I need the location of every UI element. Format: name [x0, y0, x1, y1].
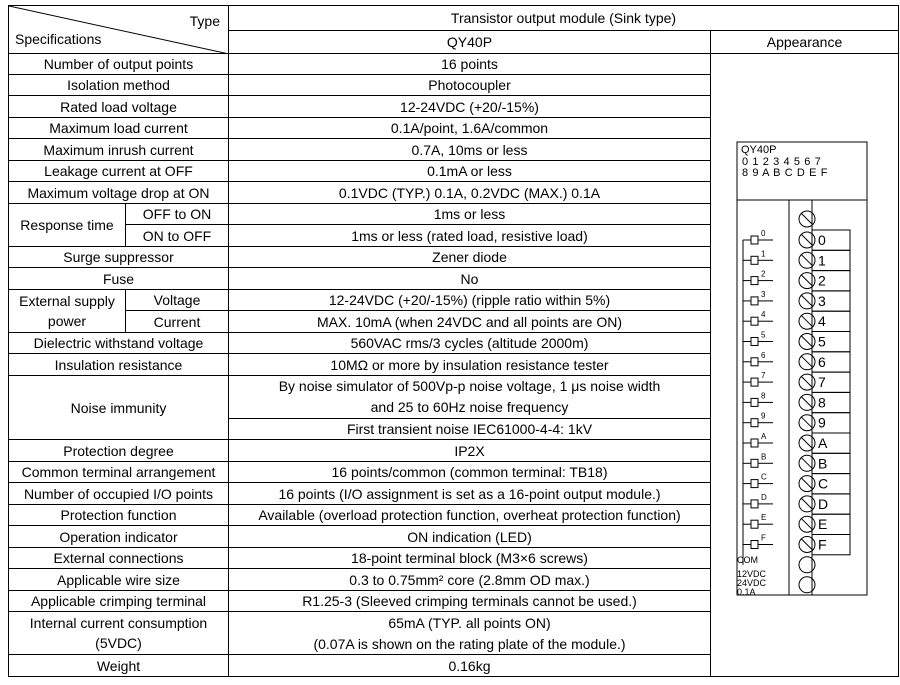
- row-label-occupied-io: Number of occupied I/O points: [9, 483, 229, 505]
- terminal-label: B: [818, 454, 828, 471]
- specifications-label: Specifications: [15, 31, 102, 47]
- row-value-ext-voltage: 12-24VDC (+20/-15%) (ripple ratio within 5%): [229, 290, 711, 311]
- row-sublabel-current: Current: [126, 311, 229, 333]
- row-value-rated-voltage: 12-24VDC (+20/-15%): [229, 96, 711, 118]
- row-value-surge: Zener diode: [229, 247, 711, 268]
- row-label-output-points: Number of output points: [9, 54, 229, 75]
- model-cell: QY40P: [229, 31, 711, 54]
- wiring-point-label: 2: [761, 269, 766, 279]
- row-value-inrush: 0.7A, 10ms or less: [229, 139, 711, 161]
- row-value-dielectric: 560VAC rms/3 cycles (altitude 2000m): [229, 333, 711, 354]
- wiring-point-label: 0: [761, 228, 766, 238]
- row-label-operation-indicator: Operation indicator: [9, 526, 229, 548]
- terminal-label: 4: [818, 312, 826, 329]
- load-symbol-icon: [751, 317, 758, 325]
- row-label-surge: Surge suppressor: [9, 247, 229, 268]
- row-value-insulation: 10MΩ or more by insulation resistance tester: [229, 354, 711, 376]
- row-label-weight: Weight: [9, 655, 229, 677]
- row-label-response: Response time: [9, 204, 126, 247]
- wiring-point-label: B: [761, 451, 767, 461]
- terminal-label: A: [818, 434, 828, 451]
- row-sublabel-off-on: OFF to ON: [126, 204, 229, 225]
- load-symbol-icon: [751, 499, 758, 507]
- row-value-crimping: R1.25-3 (Sleeved crimping terminals cannot be used.): [229, 591, 711, 612]
- load-symbol-icon: [751, 418, 758, 426]
- row-label-leakage: Leakage current at OFF: [9, 161, 229, 182]
- row-value-internal-current-2: (0.07A is shown on the rating plate of the module.): [229, 634, 711, 655]
- row-value-voltage-drop: 0.1VDC (TYP.) 0.1A, 0.2VDC (MAX.) 0.1A: [229, 182, 711, 204]
- wiring-point-label: 6: [761, 350, 766, 360]
- internal-current-label-2: (5VDC): [95, 635, 142, 651]
- row-value-protection-function: Available (overload protection function, overheat protection function): [229, 505, 711, 526]
- row-label-ext-supply: External supply power: [9, 290, 126, 333]
- row-value-occupied-io: 16 points (I/O assignment is set as a 16-point output module.): [229, 483, 711, 505]
- terminal-label: E: [818, 515, 828, 532]
- wiring-point-label: 7: [761, 370, 766, 380]
- terminal-label: 5: [818, 333, 826, 349]
- load-symbol-icon: [751, 459, 758, 467]
- terminal-label: C: [818, 475, 829, 492]
- row-value-protection-degree: IP2X: [229, 440, 711, 462]
- wiring-point-label: E: [761, 512, 767, 522]
- specification-table: [8, 5, 899, 677]
- terminal-label: D: [818, 495, 829, 512]
- row-value-off-on: 1ms or less: [229, 204, 711, 225]
- row-sublabel-on-off: ON to OFF: [126, 225, 229, 247]
- row-value-common-terminal: 16 points/common (common terminal: TB18): [229, 462, 711, 483]
- load-symbol-icon: [751, 479, 758, 487]
- row-value-ext-current: MAX. 10mA (when 24VDC and all points are ON): [229, 311, 711, 333]
- load-symbol-icon: [751, 378, 758, 386]
- appearance-header: Appearance: [711, 31, 899, 54]
- module-type-cell: Transistor output module (Sink type): [229, 6, 899, 31]
- row-label-insulation: Insulation resistance: [9, 354, 229, 376]
- row-value-weight: 0.16kg: [229, 655, 711, 677]
- row-value-isolation: Photocoupler: [229, 75, 711, 96]
- module-appearance-diagram: [713, 58, 896, 668]
- row-label-inrush: Maximum inrush current: [9, 139, 229, 161]
- row-label-ext-connections: External connections: [9, 548, 229, 569]
- row-label-isolation: Isolation method: [9, 75, 229, 96]
- wiring-point-label: 3: [761, 289, 766, 299]
- load-symbol-icon: [751, 337, 758, 345]
- terminal-label: 9: [818, 414, 826, 431]
- terminal-label: 3: [818, 292, 826, 309]
- rating-line-1: 12VDC: [737, 568, 767, 579]
- spec-sheet: [8, 5, 899, 677]
- appearance-led-row1: 0 1 2 3 4 5 6 7: [742, 155, 822, 168]
- row-label-protection-degree: Protection degree: [9, 440, 229, 462]
- wiring-point-label: 4: [761, 309, 766, 319]
- row-label-internal-current: [9, 612, 229, 655]
- load-symbol-icon: [751, 398, 758, 406]
- row-sublabel-voltage: Voltage: [126, 290, 229, 311]
- terminal-block: [743, 229, 850, 593]
- row-value-ext-connections: 18-point terminal block (M3×6 screws): [229, 548, 711, 569]
- terminal-label: 7: [818, 373, 826, 390]
- terminal-label: 0: [818, 231, 826, 248]
- row-label-fuse: Fuse: [9, 268, 229, 290]
- wiring-point-label: A: [761, 431, 767, 441]
- terminal-label: 1: [818, 251, 826, 268]
- load-symbol-icon: [751, 236, 758, 244]
- type-label: Type: [189, 13, 220, 29]
- internal-current-label-1: Internal current consumption: [29, 615, 208, 631]
- row-value-leakage: 0.1mA or less: [229, 161, 711, 182]
- row-value-fuse: No: [229, 268, 711, 290]
- wiring-point-label: F: [761, 533, 766, 542]
- row-label-voltage-drop: Maximum voltage drop at ON: [9, 182, 229, 204]
- row-value-noise-line2: and 25 to 60Hz noise frequency: [229, 397, 711, 419]
- row-label-crimping: Applicable crimping terminal: [9, 591, 229, 612]
- row-label-noise: Noise immunity: [9, 376, 229, 440]
- terminal-screw-icon: [799, 576, 815, 592]
- row-label-dielectric: Dielectric withstand voltage: [9, 333, 229, 354]
- load-symbol-icon: [751, 256, 758, 264]
- header-corner-cell: [9, 6, 229, 54]
- rating-line-2: 24VDC: [737, 577, 767, 588]
- row-value-noise-line1: By noise simulator of 500Vp-p noise voltage, 1 μs noise width: [229, 376, 711, 397]
- row-value-noise-line3: First transient noise IEC61000-4-4: 1kV: [229, 419, 711, 440]
- load-symbol-icon: [751, 540, 758, 548]
- com-label: COM: [737, 554, 758, 565]
- wiring-point-label: D: [761, 492, 767, 502]
- terminal-label: 8: [818, 393, 826, 410]
- terminal-label: F: [818, 536, 827, 552]
- load-symbol-icon: [751, 296, 758, 304]
- appearance-model-label: QY40P: [741, 143, 777, 156]
- load-symbol-icon: [751, 520, 758, 528]
- load-symbol-icon: [751, 357, 758, 365]
- row-value-internal-current-1: 65mA (TYP. all points ON): [229, 612, 711, 634]
- terminal-label: 6: [818, 353, 826, 370]
- row-value-on-off: 1ms or less (rated load, resistive load): [229, 225, 711, 247]
- row-label-common-terminal: Common terminal arrangement: [9, 462, 229, 483]
- appearance-led-row2: 8 9 A B C D E F: [742, 166, 829, 179]
- wiring-point-label: 8: [761, 390, 766, 400]
- wiring-point-label: 1: [761, 248, 766, 258]
- wiring-point-label: C: [761, 472, 767, 482]
- row-label-protection-function: Protection function: [9, 505, 229, 526]
- rating-line-3: 0.1A: [737, 586, 756, 597]
- load-symbol-icon: [751, 276, 758, 284]
- row-label-max-load-current: Maximum load current: [9, 118, 229, 139]
- wiring-point-label: 9: [761, 411, 766, 421]
- row-value-output-points: 16 points: [229, 54, 711, 75]
- row-value-max-load-current: 0.1A/point, 1.6A/common: [229, 118, 711, 139]
- row-value-operation-indicator: ON indication (LED): [229, 526, 711, 548]
- load-symbol-icon: [751, 439, 758, 447]
- terminal-label: 2: [818, 272, 826, 289]
- row-label-wire-size: Applicable wire size: [9, 569, 229, 591]
- row-label-rated-voltage: Rated load voltage: [9, 96, 229, 118]
- wiring-point-label: 5: [761, 330, 766, 339]
- terminal-screw-icon: [799, 556, 815, 572]
- row-value-wire-size: 0.3 to 0.75mm² core (2.8mm OD max.): [229, 569, 711, 591]
- appearance-cell: [711, 54, 899, 677]
